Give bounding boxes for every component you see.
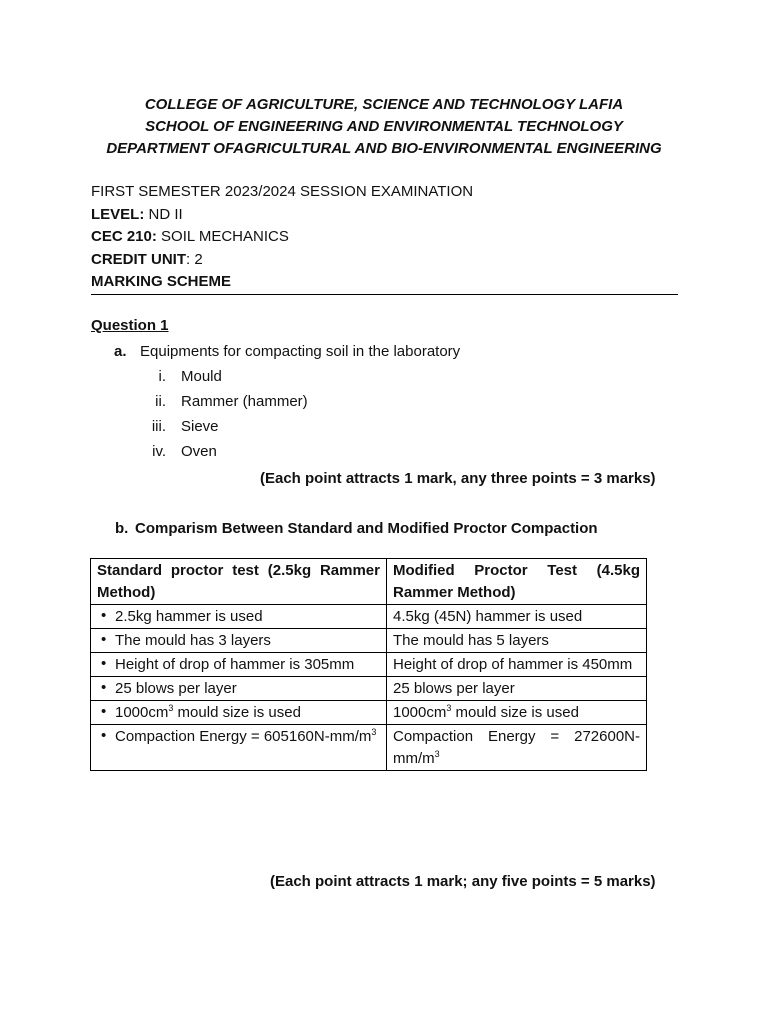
credit-label: CREDIT UNIT xyxy=(91,250,186,268)
college-name: COLLEGE OF AGRICULTURE, SCIENCE AND TECHNOLOGY LAFIA xyxy=(144,96,624,113)
table-row xyxy=(91,725,647,771)
table-cell xyxy=(387,725,647,771)
cell-text-part: 1000cm xyxy=(115,704,169,721)
cell-text: 2.5kg hammer is used xyxy=(115,608,263,625)
table-header-standard: Standard proctor test (2.5kg Rammer Method) xyxy=(91,559,387,605)
credit-value: : 2 xyxy=(186,250,203,268)
table-row xyxy=(91,653,647,677)
level-label: LEVEL: xyxy=(91,205,145,223)
superscript: 3 xyxy=(371,727,377,737)
cell-text-part: Compaction Energy = 272600N-mm/m xyxy=(393,728,640,767)
table-row xyxy=(91,605,647,629)
school-name: SCHOOL OF ENGINEERING AND ENVIRONMENTAL TECHNOLOGY xyxy=(145,118,623,135)
superscript: 3 xyxy=(434,749,440,759)
part-b-heading xyxy=(115,520,598,537)
table-cell: 4.5kg (45N) hammer is used xyxy=(387,605,647,629)
bullet-icon: • xyxy=(101,655,107,672)
course-label: CEC 210: xyxy=(91,228,157,245)
marking-scheme-label: MARKING SCHEME xyxy=(91,273,232,290)
bullet-icon: • xyxy=(101,631,107,648)
list-item-number: i. xyxy=(158,368,166,385)
table-cell: 25 blows per layer xyxy=(387,677,647,701)
list-item-number: iii. xyxy=(151,418,166,435)
department-name: DEPARTMENT OFAGRICULTURAL AND BIO-ENVIRONMENTAL ENGINEERING xyxy=(106,140,662,157)
cell-text-part: mould size is used xyxy=(173,704,301,721)
bullet-icon: • xyxy=(101,703,107,720)
list-item-text: Oven xyxy=(181,443,217,460)
cell-text: The mould has 3 layers xyxy=(115,632,271,649)
bullet-icon: • xyxy=(101,679,107,696)
table-cell: The mould has 5 layers xyxy=(387,629,647,653)
table-cell xyxy=(91,653,387,677)
cell-text-part: mould size is used xyxy=(451,704,579,721)
table-cell xyxy=(91,629,387,653)
part-a-mark-note: (Each point attracts 1 mark, any three points = 3 marks) xyxy=(260,470,656,487)
superscript: 3 xyxy=(446,703,452,713)
table-cell xyxy=(91,677,387,701)
list-item-text: Mould xyxy=(181,368,222,385)
horizontal-divider xyxy=(91,294,678,295)
cell-text-part: Compaction Energy = 605160N-mm/m xyxy=(115,728,372,745)
exam-session: FIRST SEMESTER 2023/2024 SESSION EXAMINATION xyxy=(91,183,474,200)
part-a-text: Equipments for compacting soil in the laboratory xyxy=(140,343,461,360)
part-b-label: b. xyxy=(115,520,129,537)
bullet-icon: • xyxy=(101,607,107,624)
cell-text: Height of drop of hammer is 305mm xyxy=(115,656,355,673)
table-header-modified: Modified Proctor Test (4.5kg Rammer Method) xyxy=(387,559,647,605)
table-cell: Height of drop of hammer is 450mm xyxy=(387,653,647,677)
list-item-text: Rammer (hammer) xyxy=(181,393,308,410)
list-item-number: iv. xyxy=(152,443,166,460)
table-cell xyxy=(91,725,387,771)
cell-text-part: 1000cm xyxy=(393,704,447,721)
part-b-text: Comparism Between Standard and Modified Proctor Compaction xyxy=(135,520,598,537)
part-a-heading xyxy=(114,343,460,360)
table-cell xyxy=(91,605,387,629)
bullet-icon: • xyxy=(101,727,107,744)
exam-details xyxy=(91,181,473,294)
part-b-mark-note: (Each point attracts 1 mark; any five points = 5 marks) xyxy=(270,873,656,890)
course-value: SOIL MECHANICS xyxy=(156,228,289,245)
table-row xyxy=(91,629,647,653)
table-row xyxy=(91,677,647,701)
list-item-text: Sieve xyxy=(181,418,219,435)
part-a-label: a. xyxy=(114,343,127,360)
table-row xyxy=(91,701,647,725)
comparison-table xyxy=(90,558,647,771)
question-1-title: Question 1 xyxy=(91,317,169,334)
table-cell xyxy=(91,701,387,725)
list-item-number: ii. xyxy=(155,393,166,410)
course-line xyxy=(91,226,473,249)
marking-scheme-line xyxy=(91,271,473,294)
table-cell xyxy=(387,701,647,725)
cell-text: 25 blows per layer xyxy=(115,680,237,697)
credit-line xyxy=(91,249,473,272)
document-header xyxy=(0,94,768,160)
level-line xyxy=(91,204,473,227)
superscript: 3 xyxy=(168,703,174,713)
level-value: ND II xyxy=(144,205,183,223)
table-header-row xyxy=(91,559,647,605)
